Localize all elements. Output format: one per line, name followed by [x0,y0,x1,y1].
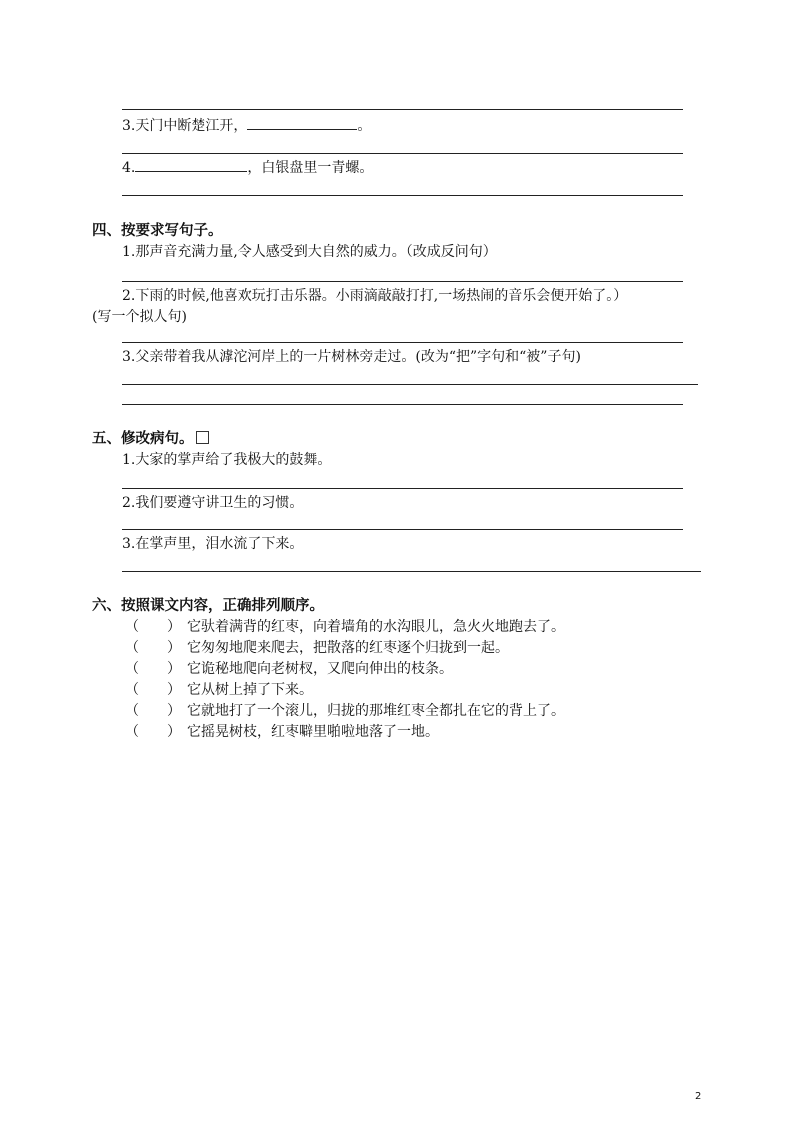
item-text: 它就地打了一个滚儿，归拢的那堆红枣全都扎在它的背上了。 [187,703,565,719]
section-5-title-text: 五、修改病句。 [92,431,194,447]
order-blank[interactable]: （ ） [125,724,181,740]
section-5-title [92,431,209,447]
answer-line[interactable] [122,153,683,154]
list-item [125,619,565,635]
answer-line[interactable] [122,384,698,385]
answer-line[interactable] [122,529,683,530]
poem-line-4 [122,159,373,176]
item-text: 它摇晃树枝，红枣噼里啪啦地落了一地。 [187,724,439,740]
poem-line-3-prefix: 3.天门中断楚江开， [122,118,248,134]
fill-blank[interactable] [135,159,247,172]
section-5-q1: 1.大家的掌声给了我极大的鼓舞。 [122,452,332,468]
answer-line[interactable] [122,342,683,343]
fill-blank[interactable] [247,117,357,130]
order-blank[interactable]: （ ） [125,703,181,719]
order-blank[interactable]: （ ） [125,640,181,656]
section-5-q3: 3.在掌声里，泪水流了下来。 [122,536,304,552]
item-text: 它诡秘地爬向老树杈，又爬向伸出的枝条。 [187,661,453,677]
page-number: 2 [695,1091,702,1102]
poem-line-3 [122,117,371,134]
list-item [125,724,439,740]
order-blank[interactable]: （ ） [125,619,181,635]
order-blank[interactable]: （ ） [125,661,181,677]
list-item [125,661,453,677]
answer-line[interactable] [122,109,683,110]
answer-line[interactable] [122,571,701,572]
section-4-title: 四、按要求写句子。 [92,223,223,239]
answer-line[interactable] [122,404,683,405]
list-item [125,640,509,656]
answer-line[interactable] [122,488,683,489]
answer-line[interactable] [122,281,683,282]
answer-line[interactable] [122,195,683,196]
section-4-q1: 1.那声音充满力量,令人感受到大自然的威力。（改成反问句） [122,244,497,260]
item-text: 它从树上掉了下来。 [187,682,313,698]
section-4-q3: 3.父亲带着我从滹沱河岸上的一片树林旁走过。(改为“把”字句和“被”子句) [122,349,581,365]
section-6-title: 六、按照课文内容，正确排列顺序。 [92,598,324,614]
list-item [125,682,313,698]
item-text: 它匆匆地爬来爬去，把散落的红枣逐个归拢到一起。 [187,640,509,656]
poem-line-3-suffix: 。 [357,118,372,134]
order-blank[interactable]: （ ） [125,682,181,698]
section-5-q2: 2.我们要遵守讲卫生的习惯。 [122,495,304,511]
section-4-q2-line1: 2.下雨的时候,他喜欢玩打击乐器。小雨滴敲敲打打,一场热闹的音乐会便开始了。） [122,288,628,304]
list-item [125,703,565,719]
checkbox-icon [196,431,209,444]
section-4-q2-line2: (写一个拟人句) [92,309,187,325]
item-text: 它驮着满背的红枣，向着墙角的水沟眼儿，急火火地跑去了。 [187,619,565,635]
poem-line-4-suffix: ，白银盘里一青螺。 [247,160,374,176]
poem-line-4-prefix: 4. [122,160,136,176]
